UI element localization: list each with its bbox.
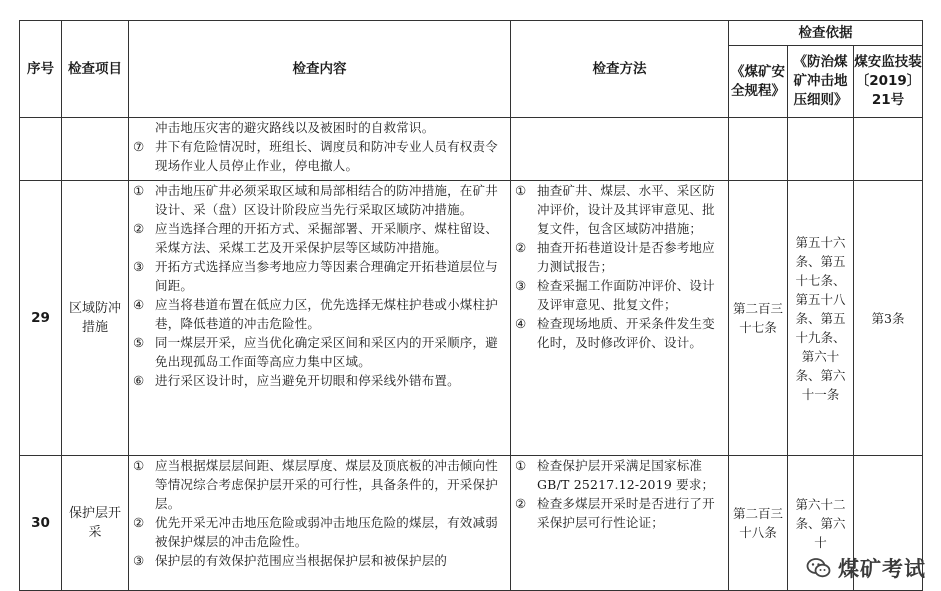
row-item <box>62 118 129 181</box>
list-item <box>515 456 724 494</box>
list-item <box>133 371 506 390</box>
item-text: 应当选择合理的开拓方式、采掘部署、开采顺序、煤柱留设、采煤方法、采煤工艺及开采保护层等区域防冲措施。 <box>155 221 498 255</box>
header-method: 检查方法 <box>511 21 729 118</box>
list-item <box>133 181 506 219</box>
row-basis-regulation: 第二百三十八条 <box>729 456 788 591</box>
list-item <box>133 513 506 551</box>
header-basis-rules: 《防治煤矿冲击地压细则》 <box>788 46 854 118</box>
item-text: 检查现场地质、开采条件发生变化时，及时修改评价、设计。 <box>537 316 715 350</box>
watermark-text: 煤矿考试 <box>838 557 926 581</box>
row-seq: 30 <box>20 456 62 591</box>
list-item <box>515 238 724 276</box>
list-item <box>515 181 724 238</box>
item-number: ① <box>515 183 527 198</box>
item-number: ④ <box>515 316 527 331</box>
list-item <box>515 276 724 314</box>
row-seq: 29 <box>20 181 62 456</box>
list-item <box>133 219 506 257</box>
row-basis-notice: 第3条 <box>854 181 923 456</box>
item-number: ② <box>133 221 145 236</box>
item-number: ③ <box>133 259 145 274</box>
item-number: ② <box>133 515 145 530</box>
item-text: 应当将巷道布置在低应力区，优先选择无煤柱护巷或小煤柱护巷，降低巷道的冲击危险性。 <box>155 297 498 331</box>
list-item <box>515 314 724 352</box>
item-text: 检查保护层开采满足国家标准 GB/T 25217.12-2019 要求； <box>537 458 715 492</box>
row-item: 保护层开采 <box>62 456 129 591</box>
header-basis-notice: 煤安监技装〔2019〕21号 <box>854 46 923 118</box>
list-item <box>133 551 506 570</box>
item-text: 抽查开拓巷道设计是否参考地应力测试报告； <box>537 240 715 274</box>
item-number: ⑤ <box>133 335 145 350</box>
item-number: ④ <box>133 297 145 312</box>
item-text: 优先开采无冲击地压危险或弱冲击地压危险的煤层，有效减弱被保护煤层的冲击危险性。 <box>155 515 498 549</box>
row-basis-rules: 第六十二条、第六十 <box>788 456 854 591</box>
item-number: ② <box>515 240 527 255</box>
item-text: 开拓方式选择应当参考地应力等因素合理确定开拓巷道层位与间距。 <box>155 259 498 293</box>
table-row <box>20 118 923 181</box>
item-text: 抽查矿井、煤层、水平、采区防冲评价，设计及其评审意见、批复文件，包含区域防冲措施； <box>537 183 715 236</box>
list-item <box>133 295 506 333</box>
item-text: 进行采区设计时，应当避免开切眼和停采线外错布置。 <box>155 373 460 388</box>
header-content: 检查内容 <box>129 21 511 118</box>
item-number: ⑦ <box>133 139 145 154</box>
header-item: 检查项目 <box>62 21 129 118</box>
list-item <box>133 118 506 137</box>
item-number: ⑥ <box>133 373 145 388</box>
item-number: ① <box>133 183 145 198</box>
list-item <box>133 333 506 371</box>
list-item <box>515 494 724 532</box>
header-seq: 序号 <box>20 21 62 118</box>
inspection-table <box>19 20 923 591</box>
row-basis-notice <box>854 118 923 181</box>
item-number: ③ <box>133 553 145 568</box>
header-row-top <box>20 21 923 46</box>
list-item <box>133 456 506 513</box>
header-basis-regulation: 《煤矿安全规程》 <box>729 46 788 118</box>
item-text: 冲击地压灾害的避灾路线以及被困时的自救常识。 <box>155 120 435 135</box>
item-text: 检查采掘工作面防冲评价、设计及评审意见、批复文件； <box>537 278 715 312</box>
list-item <box>133 257 506 295</box>
table-row <box>20 456 923 591</box>
row-basis-rules: 第五十六条、第五十七条、第五十八条、第五十九条、第六十条、第六十一条 <box>788 181 854 456</box>
row-method <box>511 118 729 181</box>
row-content <box>129 118 511 181</box>
wechat-icon <box>806 555 832 581</box>
row-method <box>511 456 729 591</box>
row-basis-regulation: 第二百三十七条 <box>729 181 788 456</box>
item-number <box>133 118 155 137</box>
row-content <box>129 181 511 456</box>
item-number: ① <box>133 458 145 473</box>
row-item: 区域防冲措施 <box>62 181 129 456</box>
item-number: ③ <box>515 278 527 293</box>
row-seq <box>20 118 62 181</box>
watermark <box>806 553 926 583</box>
row-method <box>511 181 729 456</box>
item-text: 检查多煤层开采时是否进行了开采保护层可行性论证； <box>537 496 715 530</box>
header-basis: 检查依据 <box>729 21 923 46</box>
item-text: 同一煤层开采，应当优化确定采区间和采区内的开采顺序，避免出现孤岛工作面等高应力集中区域。 <box>155 335 498 369</box>
item-text: 保护层的有效保护范围应当根据保护层和被保护层的 <box>155 553 448 568</box>
item-number: ② <box>515 496 527 511</box>
item-text: 冲击地压矿井必须采取区域和局部相结合的防冲措施，在矿井设计、采（盘）区设计阶段应当先行采取区域防冲措施。 <box>155 183 498 217</box>
item-number: ① <box>515 458 527 473</box>
item-text: 应当根据煤层层间距、煤层厚度、煤层及顶底板的冲击倾向性等情况综合考虑保护层开采的可行性，具备条件的，开采保护层。 <box>155 458 498 511</box>
row-content <box>129 456 511 591</box>
table-row <box>20 181 923 456</box>
list-item <box>133 137 506 175</box>
row-basis-rules <box>788 118 854 181</box>
item-text: 井下有危险情况时，班组长、调度员和防冲专业人员有权责令现场作业人员停止作业，停电撤人。 <box>155 139 498 173</box>
row-basis-regulation <box>729 118 788 181</box>
